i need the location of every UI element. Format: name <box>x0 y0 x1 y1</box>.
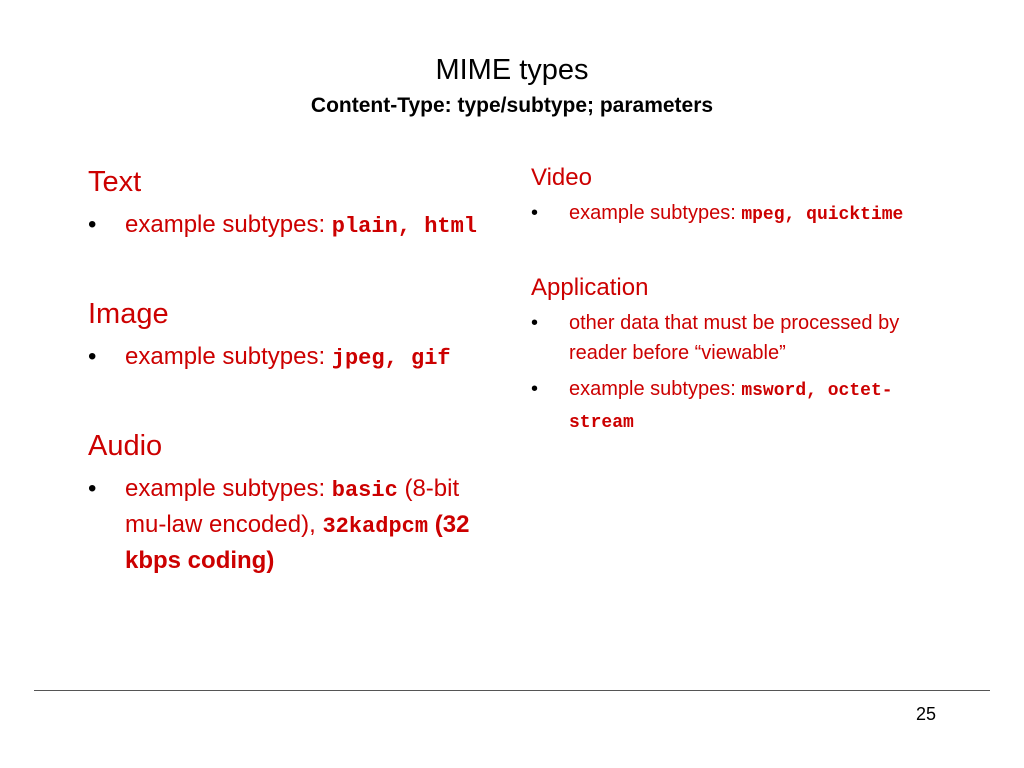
bullet-text: other data that must be processed by reader before “viewable” <box>569 312 900 364</box>
slide-title: MIME types <box>435 54 589 86</box>
text-bullets <box>88 208 488 244</box>
audio-bullet-subtypes <box>88 472 488 578</box>
video-bullet-subtypes <box>531 198 951 230</box>
bullet-icon: • <box>88 343 97 370</box>
subtype-code: 32kadpcm <box>322 514 429 539</box>
left-column <box>88 160 488 578</box>
bullet-icon: • <box>531 378 539 400</box>
subtype-code: mpeg, quicktime <box>741 205 904 225</box>
bullet-icon: • <box>88 475 97 502</box>
application-bullets <box>531 308 951 438</box>
right-column <box>531 160 951 444</box>
video-bullets <box>531 198 951 230</box>
subtype-code: msword, octet-stream <box>569 381 893 433</box>
bullet-prefix: example subtypes: <box>569 202 742 224</box>
audio-bullets <box>88 472 488 578</box>
bullet-prefix: example subtypes: <box>569 378 742 400</box>
image-bullet-subtypes <box>88 340 488 376</box>
application-heading: Application <box>531 274 649 301</box>
text-bullet-subtypes <box>88 208 488 244</box>
bullet-icon: • <box>531 312 539 334</box>
application-bullet-description <box>531 308 951 368</box>
bullet-prefix: example subtypes: <box>125 475 332 502</box>
subtype-code: jpeg, gif <box>331 346 451 371</box>
footer-divider <box>34 690 990 691</box>
bullet-mid-text: (8-bit mu-law encoded), <box>125 475 460 538</box>
slide-subtitle: Content-Type: type/subtype; parameters <box>310 94 714 117</box>
bullet-bold-text: (32 kbps coding) <box>125 511 470 574</box>
page-number: 25 <box>915 704 936 724</box>
audio-heading: Audio <box>88 430 163 462</box>
bullet-icon: • <box>531 202 539 224</box>
video-heading: Video <box>531 164 592 191</box>
application-bullet-subtypes <box>531 374 951 438</box>
text-heading: Text <box>88 166 142 198</box>
image-heading: Image <box>88 298 169 330</box>
bullet-icon: • <box>88 211 97 238</box>
bullet-prefix: example subtypes: <box>125 343 332 370</box>
image-bullets <box>88 340 488 376</box>
subtype-code: plain, html <box>331 214 478 239</box>
bullet-prefix: example subtypes: <box>125 211 332 238</box>
subtype-code: basic <box>331 478 398 503</box>
